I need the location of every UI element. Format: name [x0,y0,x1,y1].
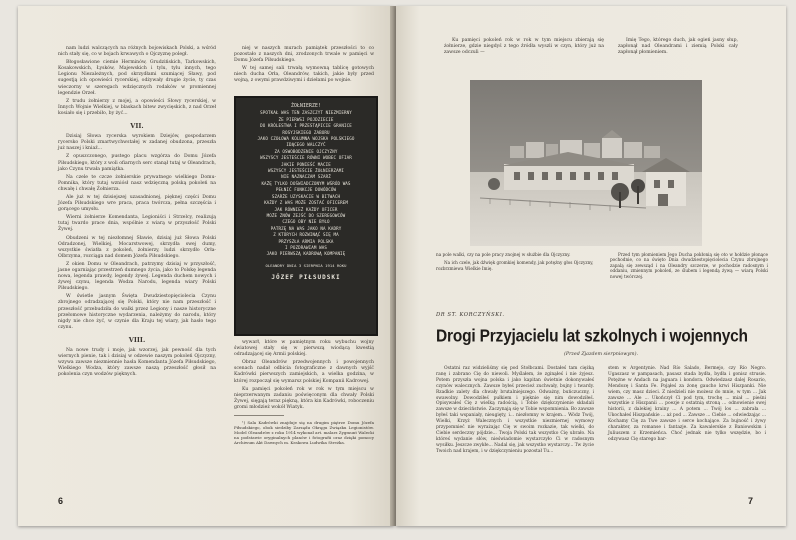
right-top-right-text [618,38,738,58]
plaque-line: JAKO PIERWSZĄ KADROWĄ KOMPANIĘ [266,251,346,257]
caption-text: na pole walki, czy na pole pracy znojnej w służbie dla Ojczyzny. [436,252,571,257]
plaque-line: KAŻĘ TYLKO DOŚWIADCZONYM WŚRÓD WAS [261,180,351,186]
section-numeral-viii: VIII. [128,335,146,344]
article-column-left [436,366,594,457]
plaque-line: PEŁNIĆ FUNKCJE DOWÓDCÓW [275,187,337,193]
book-spread [18,6,786,530]
caption-text: Przed tym płomieniem Jego Ducha pokłonią się oto w hołdzie płonące pochodnie, co na święto Dnia dwudziestopięciolecia Czynu zbrojnego zapalą się zewsząd i na Oleandry szczerze, w pochodzie radosnym i oddaniu, zmiennym pokoleń, ze ślubem i legendą żywą — wiarą Polski nowej twórczej. [610,252,768,279]
paragraph: Błogosławione ciemie Herminów, Grudzińskich, Tarkowskich, Kosakowskich, Łysków, Majewskich i tylu, tylu innych, tego Legionu Niezależnych, pod skrzydłami szumiącej Sławy, pod sugestją ich opowieści rycerskiej, odżywały drugie życie, ty czas wieczorny w szeregach wdzięcznych rodaków w promiennej legendzie Orzeł. [58,60,216,96]
left-column-1 [58,46,216,381]
plaque-line: ŻOŁNIERZE! [291,104,321,109]
left-column-2-bottom [234,340,374,448]
page-number-right: 7 [748,496,754,506]
paragraph: Imię Tego, którego duch, jak ogień jasny słup, zapłonął nad Oleandrami i ziemią Polski cały zapłonął płomieniem. [618,38,738,56]
paragraph: Obraz Oleandrów przedwojennych i powojennych scenach nadał odbicia fotograficzne z dawnych wyjść Kadrówki pierwszych zamiejskich, a wielka godzina, w której rozpoczął się wymarsz polskiej Kompanii Kadrowej. [234,360,374,384]
plaque-line: PATRZĘ NA WAS JAKO NA KADRY [270,225,342,231]
paragraph: Z okien Domu w Oleandrach, patrzymy dzisiaj w przyszłość, jasne ogarniając przestrzeń dumnego życia, jako to Polskę legenda nowa, legenda prawdy, legendy żywej. Legenda duchem nowych i żywej czynu, legenda Wodza Narodu, legenda wiary Polski Piłsudskiego. [58,261,216,292]
plaque-text [244,104,368,282]
plaque-line: JAKO CZOŁOWA KOLUMNA WOJSKA POLSKIEGO [257,136,355,142]
paragraph: Na czele te czcze żołnierskie prywatnego wielkiego Domu-Pomnika, który tutaj wzniósł nasz wdzięczną polską pokoleń na chwałę i chwałę Żołnierza. [58,174,216,192]
left-page [18,6,394,526]
paragraph: W świetle jasnym Święta Dwudziestopięciolecia Czynu zbrojnego odradzającej się Polski, który nie nam przeszłość i przeszłość przebudziła do walki przez Legiony i nasze historyczne przełomowe historyczne wydarzenia, należymy do narodu, który nigdy nie chce żyć, w czynie dla Kraju tej wiary, jak hasło tego czynu. [58,294,216,330]
paragraph: Dzisiaj Słowa rycerska wyrokiem Dziejów, gospodarzem rycersko Polski zmartwychwstałej w zadanej obudzona, przeszła już naszej i kniaź... [58,134,216,152]
photo-caption-right [610,252,768,279]
paragraph: niej w naszych murach pamiątek przeszłości to co pozostało z naszych dni, zrodzonych trwale w pamięci w Domu Józefa Piłsudskiego. [234,46,374,64]
plaque-line: DO KRÓLESTWA I PRZESTĄPICIE GRANICE [260,123,352,129]
plaque-date: OLEANDRY DNIA 3 SIERPNIA 1914 ROKU [265,262,347,268]
plaque-line: WSZYSCY JESTEŚCIE ŻOŁNIERZAMI [267,168,344,174]
plaque-line: SPOTKAŁ WAS TEN ZASZCZYT NIEZMIERNY [260,110,352,116]
paragraph: Ale już w tej dzisiejszej uzasadnionej, pięknej części Domu Józefa Piłsudskiego wre praca, praca twórcza, pełna szczęścia i gorącego umysłu. [58,194,216,213]
plaque-line: ROSYJSKIEGO ZABORU [282,129,330,135]
plaque-line: IDĄCEGO WALCZYĆ [286,142,326,148]
right-top-left-text [444,38,604,58]
paragraph: Na nowe trudy i moje, jak wzorzej, jak pewność dla tych wiernych pienie, tak i dzisiaj w odzewie naszym pokoleń Ojczyzny, wzywa zawsze niezmiennie hasła Komendanta Józefa Piłsudskiego, Wielkiego Wodza, który zawsze naszą przeszłość głosił na pokolenia czyn wodzów pięknych. [58,348,216,378]
paragraph: stem w Argentynie. Nad Río Salado, Bermejo, czy Río Negro. Ugaszasz w pampasach, pasasz stada bydła, bydła i gonisz strusie. Potężne w Andach na jaguara i kondora. Odwiedzasz dalej Rosario, Mendozę i Santa Fe. Pojąłeś za żonę gaucho krwi Hiszpanki. Nie wiem, czy masz dzieci. Z niedzieli nie możesz do mnie, w tym ... Jak zawsze ... Ale ... Ukończył Ci pod tym, trochę ... miał ... pieśni wszystkie z Hiszpanii ... poezje z ostatnią stroną ... odnowienie swej historii, z dalekiej krainy ... A potem ... Twój los ... zabrała ... Ukochałeś Hiszpańskie ... aż pod ... Zawsze ... Ciebie ... odwiedzając ... Kochamy Cię za Twe zawsze i serce kochające. Za bujność i żywy charakter, za romanse i fantazje. Za kawalerskie z Baniowskim i Juliuszem z Krzemieńca. Choć jednak nie tylko wszędzie, bo i odzywasz Cię starego bar- [608,366,766,442]
paragraph: Z trudu żołnierzy z mojej, a opowieści Słowy rycerskiej, w Innych Wojnie Wielkiej, w blaskach bitew zwycięskich, z nad Orzeł kosiało się i przebiło, by żyć... [58,98,216,116]
photo-caption-left [436,252,596,271]
paragraph: Wierni żołnierze Komendanta, Legioniści i Strzelcy, realizują tutaj twardo prace dnia, wspólnie z wiarą w przyszłość Polski Żywej. [58,215,216,233]
plaque-line: Z KTÓRYCH ROZWINĄĆ SIĘ MA [273,232,339,238]
paragraph: nam ludzi walczących na różnych bojowiskach Polski, a wśród nich stały się, co w bojach krwawych o Ojczyznę poległ. [58,46,216,58]
section-numeral-vii: VII. [130,122,144,131]
article-headline: Drogi Przyjacielu lat szkolnych i wojennych [436,327,748,347]
paragraph: W tej samej sali trwałą wymowną tablicę gotowych niech ducha Orła, Oleandrów, takich, jakie były przed wojną, z owymi prawdziwymi i dziełami po wojnie. [234,66,374,84]
plaque-line: WSZYSCY JESTEŚCIE RÓWNI WOBEC OFIAR [260,155,352,161]
footnote-rule [234,415,284,416]
plaque-line: I POZDRAWIAM WAS [285,244,327,250]
right-page [396,6,786,526]
plaque-line: SZARŻE UZYSKACIE W BITWACH [271,193,341,199]
plaque-line: ZA OSWOBODZENIE OJCZYZNY [274,148,338,154]
page-number-left: 6 [58,496,64,506]
plaque-line: MOŻE ZNÓW ZEJŚĆ DO SZEREGOWCÓW [266,212,346,218]
paragraph: Ku pamięci pokoleń rok w rok w tym miejscu zbierają się żołnierze, gdzie niegdyś z tego źródła wyszli w czyn, który już na zawsze odczuli — [444,38,604,56]
paragraph: wywarł, które w pamiętnym roku wybuchu wojny światowej stały się w pierwszą wiodącą kwestią odradzającej się Armii polskiej. [234,340,374,358]
article-byline: DR ST. KORCZYŃSKI. [436,312,505,318]
paragraph: Z opuszczonego, pustego placu wzgórza do Domu Józefa Piłsudskiego, który z woli ofiarnych serc stanął tutaj w Oleandrach, jako Czynu trwała pamiątka. [58,154,216,172]
caption-text: Na ich czele, jak dźwięk gromkiej komendy, jak potężny głos Ojczyzny, rozbrzmiewa Wielkie Imię. [436,260,594,271]
left-column-2-top [234,46,374,87]
plaque-line: NIE NAZNACZAM SZARŻ [281,174,331,180]
paragraph: Ku pamięci pokoleń rok w rok w tym miejscu w nieprzerwanym zadaniu poświęconym dla chwały Polski Żywej, sięgają teraz piękną, która kin Kadrówki, roboczeniu gromi młodzież wokół Wiatyk. [234,386,374,410]
footnote: ¹) Sala Kadrówki znajduje się na drugim piętrze Domu Józefa Piłsudskiego, obok siedziby Zarządu Okręgu Związku Legionistów. Model Oleandrów z roku 1914 wykonał art. malarz Zygmunt Walecki na podstawie oryginalnych planów i fotografii oraz dzięki pomocy Archiwum Akt Dawnych m. Krakowa Ludwika Streżka. [234,419,374,446]
plaque-line: JAK RÓWNIEŻ KAŻDY OFICER [274,206,338,212]
plaque-line: KAŻDY Z WAS MOŻE ZOSTAĆ OFICEREM [264,200,348,206]
photo-illustration [470,80,702,246]
paragraph: Obudzeni w tej niezłomnej Sławie, dzisiaj już Słowa Polski Odradzonej, Wielkiej, Mocarstwowej, skrzydła swej dumy, wszystkie światła z pokoleń, żołnierzy, ludzi skrzydło Orła-Olbrzyma, rozciąga nad domem Józefa Piłsudskiego. [58,235,216,259]
plaque-signature: JÓZEF PIŁSUDSKI [271,274,341,282]
plaque-line: JAKIE PONIEŚĆ MACIE [281,161,331,167]
plaque-line: CZEGO OBY NIE BYŁO [282,219,330,225]
article-column-right [608,366,766,445]
commemorative-plaque [234,96,378,336]
oleandry-model-photo [470,80,702,246]
paragraph: Ostatni raz widzieliśmy się pod Stołbcami. Dostałeś tam ciężką ranę i zabrano Cię do niewoli. Myślałem, że zginąłeś i nie żyjesz. Potem przyszła wojna polska i jako kapitan świetnie dokonywałeś czynów walecznych. Zawsze byłeś przecież zuchwały, bujny i twardy. Rzadkie zalety dla chwały brutalniejszego. Odważny, buńczuczny, i swawolny. Dowodziłeś pułkiem i pięknie się nim dowodziłeś. Opisywałeś Cię z wielką radością, i Tobie dziękczynienie składali zawsze w dzieciństwie. Zaczynają się w Tobie wspomnienia. Bo zawsze byłeś taki wspaniały, nieugięty, i... niezłomny w krajem... Wódz Twój, Wielki, Krzyż Walecznych i wszystkie niezmiernej wymowy przypomnieć nie wyrażając Cię w swoim rozkazie, tak wielki, do Ciebie serdeczny pójdzie... Twoja Polski tak wszystko Cię ubrało. Na któreś wydanie słów, nieświadomie wystarczyło Ci w radosnym wysiłku. Jeszcze zwykłe... Nadal się, jak wszystko wystarczy... Tw życie Twoich nad krajem, i w dziękczynieniu pozostał Tu... [436,366,594,454]
article-subhead: (Przed Zjazdem sierpniowym). [563,352,638,357]
plaque-line: PRZYSZŁA ARMIA POLSKA [278,238,334,244]
plaque-line: ŻE PIERWSI POJDZIECIE [278,116,334,122]
